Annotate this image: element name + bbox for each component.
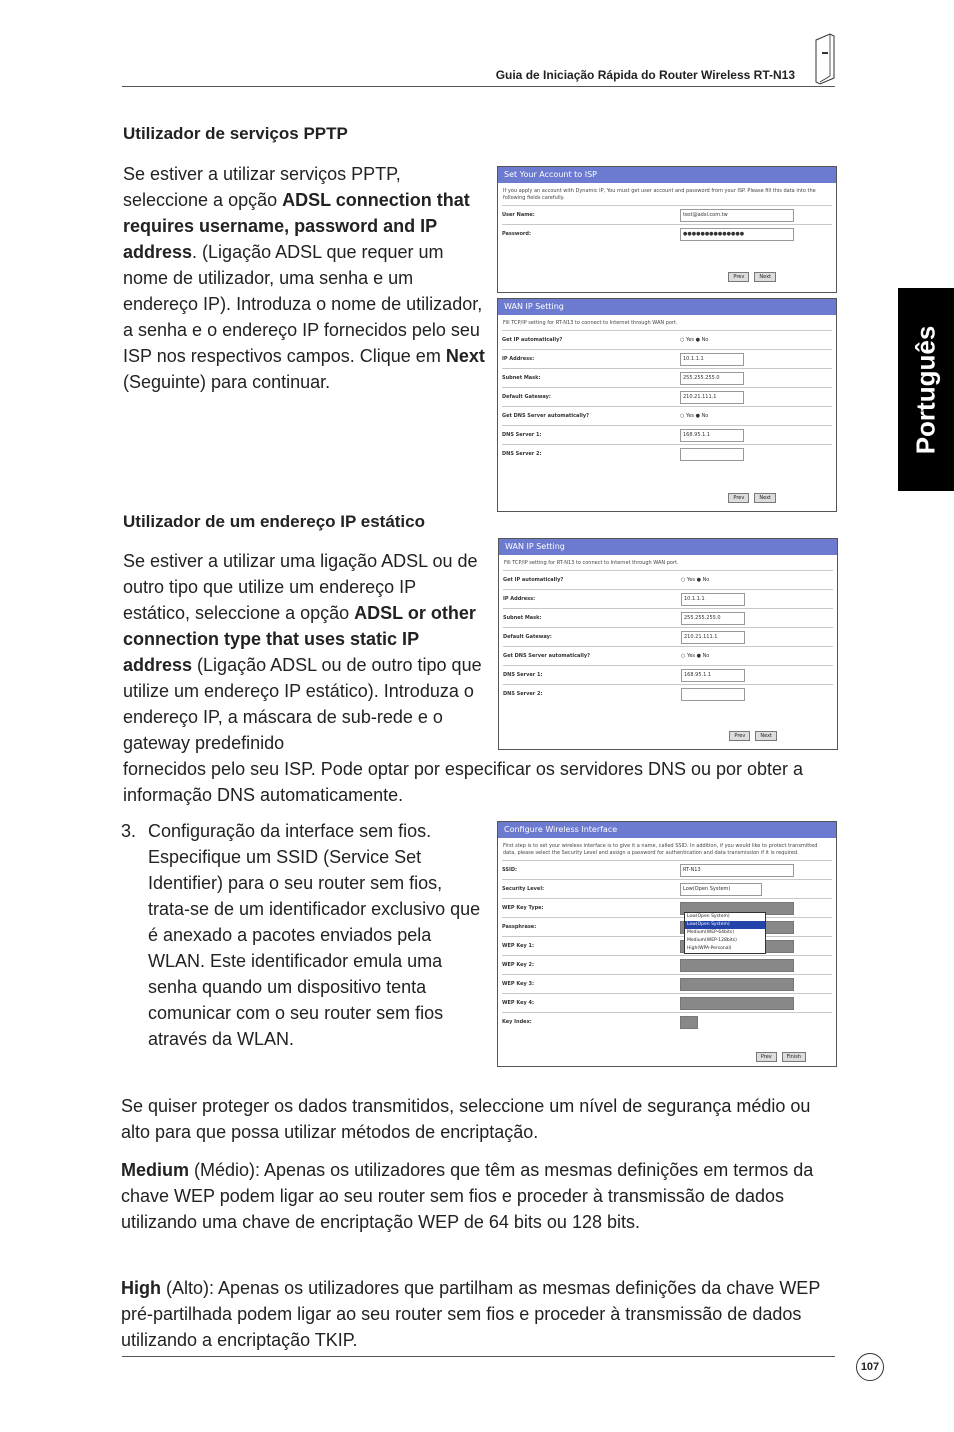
prev-button[interactable]: Prev — [756, 1052, 777, 1062]
key-index-label: Key Index: — [502, 1019, 532, 1025]
security-option[interactable]: High(WPA-Personal) — [687, 946, 732, 951]
ip-address-field[interactable]: 10.1.1.1 — [680, 353, 744, 366]
default-gateway-field[interactable]: 210.21.111.1 — [680, 391, 744, 404]
screenshot-description: First step is to set your wireless interface is to give it a name, called SSID. In addition, if you would like to protect transmitted data, please select the Security Level and assign a password for authentication and data transmission if it is required. — [503, 843, 818, 856]
ssid-label: SSID: — [502, 867, 517, 873]
wep-key-3-label: WEP Key 3: — [502, 981, 534, 987]
get-dns-auto-radio[interactable]: ○ Yes ● No — [680, 413, 709, 419]
dns-server-2-field[interactable] — [680, 448, 744, 461]
high-paragraph: High (Alto): Apenas os utilizadores que partilham as mesmas definições da chave WEP pré-partilhada podem ligar ao seu router sem fios e proceder à transmissão de dados utilizando a encriptação TKIP. — [121, 1278, 820, 1350]
protect-paragraph: Se quiser proteger os dados transmitidos, seleccione um nível de segurança médio ou alto para que possa utilizar métodos de encriptação. — [121, 1096, 811, 1142]
wan-ip-screenshot-pptp — [497, 298, 837, 512]
password-label: Password: — [502, 231, 531, 237]
dns-server-1-label: DNS Server 1: — [503, 672, 543, 678]
get-dns-auto-radio[interactable]: ○ Yes ● No — [681, 653, 710, 659]
next-button[interactable]: Next — [755, 731, 777, 741]
screenshot-title: Configure Wireless Interface — [498, 822, 836, 838]
dns-server-1-field[interactable]: 168.95.1.1 — [680, 429, 744, 442]
step-number: 3. — [121, 821, 137, 841]
page-number: 107 — [856, 1353, 884, 1381]
subnet-mask-field[interactable]: 255.255.255.0 — [681, 612, 745, 625]
static-ip-heading: Utilizador de um endereço IP estático — [123, 512, 425, 531]
default-gateway-field[interactable]: 210.21.111.1 — [681, 631, 745, 644]
security-level-select[interactable]: Low(Open System) — [680, 883, 762, 896]
language-label: Português — [910, 325, 941, 454]
wep-key-2-label: WEP Key 2: — [502, 962, 534, 968]
next-button[interactable]: Next — [754, 272, 776, 282]
get-ip-auto-label: Get IP automatically? — [503, 577, 564, 583]
finish-button[interactable]: Finish — [782, 1052, 806, 1062]
dns-server-2-label: DNS Server 2: — [502, 451, 542, 457]
screenshot-title: WAN IP Setting — [499, 539, 837, 555]
prev-button[interactable]: Prev — [728, 272, 749, 282]
wep-key-4-label: WEP Key 4: — [502, 1000, 534, 1006]
next-button[interactable]: Next — [754, 493, 776, 503]
static-ip-paragraph-cont: fornecidos pelo seu ISP. Pode optar por especificar os servidores DNS ou por obter a informação DNS automaticamente. — [123, 759, 804, 805]
wireless-config-screenshot — [497, 821, 837, 1067]
subnet-mask-label: Subnet Mask: — [503, 615, 542, 621]
medium-paragraph: Medium (Médio): Apenas os utilizadores que têm as mesmas definições em termos da chave WEP podem ligar ao seu router sem fios e proceder à transmissão de dados utilizando uma chave de encriptação WEP de 64 bits ou 128 bits. — [121, 1160, 814, 1232]
wep-key-3-field[interactable] — [680, 978, 794, 991]
get-ip-auto-label: Get IP automatically? — [502, 337, 563, 343]
isp-account-screenshot — [497, 166, 837, 293]
key-index-select[interactable] — [680, 1016, 698, 1029]
get-ip-auto-radio[interactable]: ○ Yes ● No — [681, 577, 710, 583]
language-tab — [898, 288, 954, 491]
wan-ip-screenshot-static — [498, 538, 838, 750]
screenshot-description: Fill TCP/IP setting for RT-N13 to connect to Internet through WAN port. — [503, 320, 678, 326]
dns-server-2-field[interactable] — [681, 688, 745, 701]
get-ip-auto-radio[interactable]: ○ Yes ● No — [680, 337, 709, 343]
wep-key-type-label: WEP Key Type: — [502, 905, 544, 911]
security-option[interactable]: Medium(WEP-128bits) — [687, 938, 737, 943]
subnet-mask-field[interactable]: 255.255.255.0 — [680, 372, 744, 385]
wep-key-4-field[interactable] — [680, 997, 794, 1010]
security-option[interactable]: Low(Open System) — [687, 914, 730, 919]
subnet-mask-label: Subnet Mask: — [502, 375, 541, 381]
ip-address-field[interactable]: 10.1.1.1 — [681, 593, 745, 606]
user-name-label: User Name: — [502, 212, 535, 218]
dns-server-1-field[interactable]: 168.95.1.1 — [681, 669, 745, 682]
dns-server-1-label: DNS Server 1: — [502, 432, 542, 438]
security-option[interactable]: Low(Open System) — [685, 921, 765, 929]
header-title: Guia de Iniciação Rápida do Router Wireless RT-N13 — [495, 68, 795, 82]
static-ip-paragraph: Se estiver a utilizar uma ligação ADSL ou de outro tipo que utilize um endereço IP estático, seleccione a opção ADSL or other connection type that uses static IP address (Ligação ADSL ou de outro tipo que utilize um endereço IP estático). Introduza o endereço IP, a máscara de sub-rede e o gateway predefinido — [123, 551, 482, 753]
security-level-dropdown[interactable] — [684, 912, 766, 954]
security-option[interactable]: Medium(WEP-64bits) — [687, 930, 734, 935]
pptp-heading: Utilizador de serviços PPTP — [123, 124, 348, 143]
default-gateway-label: Default Gateway: — [502, 394, 551, 400]
prev-button[interactable]: Prev — [728, 493, 749, 503]
screenshot-description: If you apply an account with Dynamic IP, You must get user account and password from your ISP. Please fill this data into the following fields carefully. — [503, 188, 816, 201]
passphrase-label: Passphrase: — [502, 924, 537, 930]
dns-server-2-label: DNS Server 2: — [503, 691, 543, 697]
pptp-paragraph: Se estiver a utilizar serviços PPTP, seleccione a opção ADSL connection that requires username, password and IP address. (Ligação ADSL que requer um nome de utilizador, uma senha e um endereço IP). Introduza o nome de utilizador, a senha e o endereço IP fornecidos pelo seu ISP nos respectivos campos. Clique em Next (Seguinte) para continuar. — [123, 164, 485, 392]
user-name-field[interactable]: test@adsl.com.tw — [680, 209, 794, 222]
screenshot-title: Set Your Account to ISP — [498, 167, 836, 183]
wep-key-2-field[interactable] — [680, 959, 794, 972]
ip-address-label: IP Address: — [503, 596, 536, 602]
header-divider — [122, 86, 835, 87]
router-icon — [812, 32, 838, 86]
default-gateway-label: Default Gateway: — [503, 634, 552, 640]
password-field[interactable]: ●●●●●●●●●●●●●● — [680, 228, 794, 241]
get-dns-auto-label: Get DNS Server automatically? — [502, 413, 589, 419]
footer-divider — [122, 1356, 835, 1357]
security-level-label: Security Level: — [502, 886, 545, 892]
screenshot-title: WAN IP Setting — [498, 299, 836, 315]
ssid-field[interactable]: RT-N13 — [680, 864, 794, 877]
prev-button[interactable]: Prev — [729, 731, 750, 741]
wep-key-1-label: WEP Key 1: — [502, 943, 534, 949]
ip-address-label: IP Address: — [502, 356, 535, 362]
screenshot-description: Fill TCP/IP setting for RT-N13 to connect to Internet through WAN port. — [504, 560, 679, 566]
step3-paragraph: Configuração da interface sem fios. Especifique um SSID (Service Set Identifier) para o seu router sem fios, trata-se de um identificador exclusivo que é anexado a pacotes enviados pela WLAN. Este identificador emula uma senha quando um dispositivo tenta comunicar com o seu router sem fios através da WLAN. — [148, 821, 481, 1049]
get-dns-auto-label: Get DNS Server automatically? — [503, 653, 590, 659]
